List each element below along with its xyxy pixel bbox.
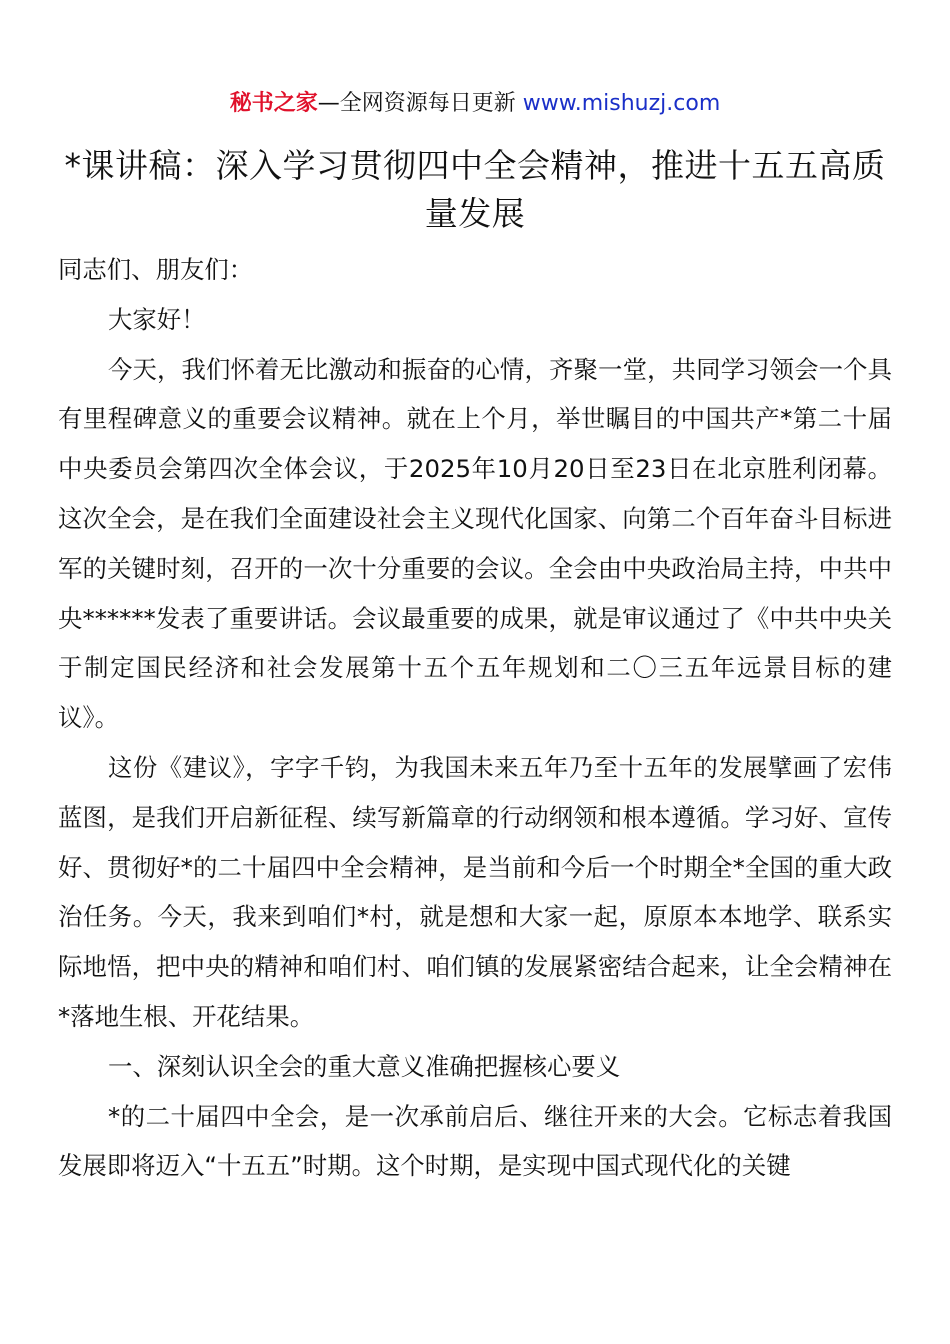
site-header xyxy=(0,88,950,120)
site-tagline: 全网资源每日更新 xyxy=(339,91,523,116)
paragraph-2: 今天，我们怀着无比激动和振奋的心情，齐聚一堂，共同学习领会一个具有里程碑意义的重要会议精神。就在上个月，举世瞩目的中国共产*第二十届中央委员会第四次全体会议，于2025年10月20日至23日在北京胜利闭幕。这次全会，是在我们全面建设社会主义现代化国家、向第二个百年奋斗目标进军的关键时刻，召开的一次十分重要的会议。全会由中央政治局主持，中共中央******发表了重要讲话。会议最重要的成果，就是审议通过了《中共中央关于制定国民经济和社会发展第十五个五年规划和二〇三五年远景目标的建议》。 xyxy=(58,354,892,733)
section-heading: 一、深刻认识全会的重大意义准确把握核心要义 xyxy=(108,1051,621,1081)
site-name: 秘书之家 xyxy=(229,91,318,116)
document-body xyxy=(58,245,892,1191)
header-dash: — xyxy=(317,91,340,116)
site-url-link[interactable]: www.mishuzj.com xyxy=(522,91,721,116)
document-title: *课讲稿：深入学习贯彻四中全会精神，推进十五五高质量发展 xyxy=(64,146,886,233)
greeting: 同志们、朋友们： xyxy=(58,255,254,284)
paragraph-1: 大家好！ xyxy=(108,304,206,334)
section-paragraph: *的二十届四中全会，是一次承前启后、继往开来的大会。它标志着我国发展即将迈入“十五五”时期。这个时期，是实现中国式现代化的关键 xyxy=(58,1101,892,1181)
paragraph-3: 这份《建议》，字字千钧，为我国未来五年乃至十五年的发展擘画了宏伟蓝图，是我们开启新征程、续写新篇章的行动纲领和根本遵循。学习好、宣传好、贯彻好*的二十届四中全会精神，是当前和今后一个时期全*全国的重大政治任务。今天，我来到咱们*村，就是想和大家一起，原原本本地学、联系实际地悟，把中央的精神和咱们村、咱们镇的发展紧密结合起来，让全会精神在*落地生根、开花结果。 xyxy=(58,752,892,1031)
